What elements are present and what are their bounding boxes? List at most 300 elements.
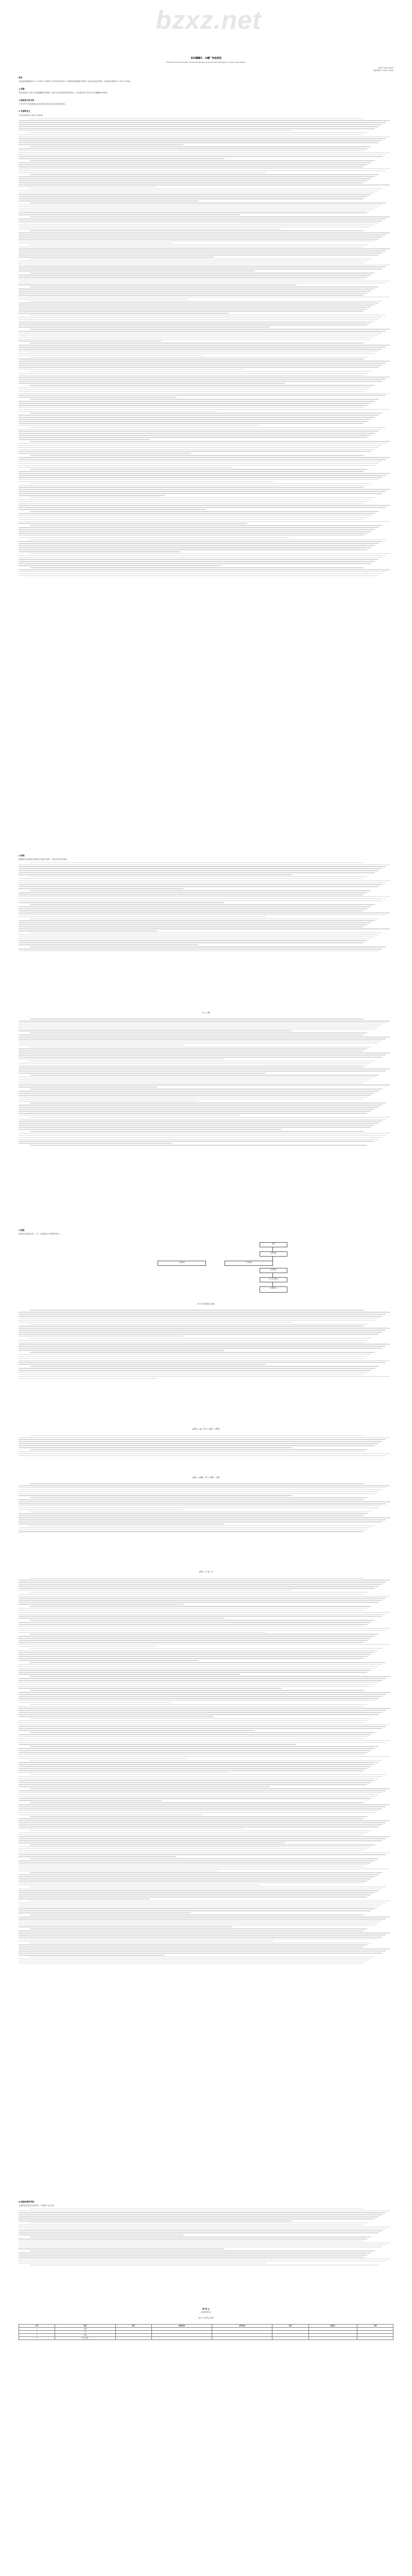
- text-line: [19, 319, 379, 320]
- formula-2: ρ(θ) = ρ₀ / [1 + γ(θ − 20)]: [192, 1428, 220, 1431]
- text-line: [19, 942, 364, 943]
- text-line: [19, 473, 390, 474]
- text-line: [19, 297, 390, 298]
- text-line: [19, 1048, 367, 1049]
- text-line: [19, 1670, 371, 1671]
- text-line: [19, 284, 296, 285]
- text-line: [19, 1730, 255, 1731]
- text-line: [19, 453, 191, 454]
- figure-caption: 图 1 检验流程示意图: [197, 1302, 215, 1305]
- text-line: [19, 1944, 367, 1945]
- text-line: [30, 1019, 364, 1020]
- text-line: [19, 435, 371, 436]
- text-line: [19, 513, 375, 514]
- text-line: [30, 1131, 364, 1132]
- text-line: [19, 1594, 364, 1595]
- text-line: [19, 874, 292, 875]
- text-line: [19, 299, 187, 300]
- text-line: [19, 317, 382, 318]
- text-line: [19, 515, 371, 516]
- text-line: [19, 1079, 371, 1080]
- table-header-cell: 检验员: [308, 2324, 357, 2327]
- text-line: [30, 2209, 364, 2210]
- text-line: [19, 1029, 375, 1030]
- text-line: [19, 1664, 382, 1665]
- text-line: [19, 234, 386, 235]
- table-header-cell: 日期: [357, 2324, 393, 2327]
- text-line: [19, 1818, 364, 1819]
- text-line: [19, 1139, 379, 1140]
- text-line: [19, 309, 367, 310]
- text-line: [19, 1495, 292, 1496]
- text-line: [19, 1921, 382, 1922]
- text-line: [19, 171, 386, 172]
- text-line: [30, 2236, 371, 2238]
- section-heading: 前言: [19, 76, 23, 79]
- text-line: [19, 241, 375, 242]
- text-line: [19, 307, 371, 308]
- table-cell: [357, 2336, 393, 2340]
- text-line: [19, 2239, 367, 2240]
- text-line: [19, 561, 375, 562]
- text-line: [19, 1485, 390, 1486]
- diagram-connector: [272, 1247, 273, 1251]
- text-line: [30, 1047, 371, 1048]
- text-line: [19, 1077, 375, 1078]
- text-line: [19, 1654, 371, 1655]
- text-line: [19, 519, 364, 520]
- text-line: [19, 545, 375, 546]
- text-line: [19, 449, 375, 450]
- text-line: [30, 904, 375, 905]
- text-line: [19, 477, 382, 478]
- text-line: [19, 1860, 375, 1861]
- text-line: [19, 1376, 390, 1377]
- text-line: [19, 1854, 386, 1855]
- table-cell: 尺寸: [55, 2330, 115, 2333]
- text-line: [19, 1318, 379, 1319]
- text-line: [19, 1378, 157, 1379]
- text-line: [19, 250, 386, 251]
- text-line: [19, 1790, 386, 1791]
- table-cell: 1: [19, 2327, 55, 2330]
- text-line: [19, 1696, 382, 1697]
- standard-number: SN/T 1002-2001: [378, 67, 393, 69]
- text-line: [19, 377, 390, 378]
- text-line: [19, 1137, 382, 1138]
- text-line: [19, 1494, 375, 1495]
- text-line: [19, 1768, 367, 1769]
- diagram-box-prep: 试样制备: [260, 1251, 287, 1257]
- document-body: [19, 49, 393, 2345]
- text-line: [19, 914, 386, 916]
- text-line: [19, 930, 157, 931]
- text-line: [19, 1702, 172, 1703]
- text-line: [19, 311, 364, 312]
- text-line: [30, 1075, 379, 1076]
- text-line: [19, 369, 244, 370]
- watermark-logo: bzxz.net: [156, 6, 262, 35]
- text-line: [19, 944, 198, 945]
- text-line: [19, 191, 379, 192]
- section-5: [19, 1229, 393, 1236]
- text-line: [19, 1521, 382, 1522]
- text-line: [19, 1722, 364, 1723]
- text-line: [19, 1810, 379, 1811]
- text-line: [19, 1668, 375, 1669]
- text-line: [19, 1135, 386, 1136]
- text-line: [19, 295, 364, 296]
- text-line: [19, 1672, 367, 1673]
- text-line: [19, 1065, 367, 1066]
- text-line: [30, 259, 371, 260]
- text-line: [19, 1941, 273, 1942]
- text-line: [19, 1608, 367, 1609]
- text-line: [19, 1628, 390, 1629]
- table-cell: 密度: [55, 2333, 115, 2336]
- text-line: [19, 120, 390, 121]
- text-line: [19, 1833, 367, 1834]
- text-line: [19, 2225, 364, 2226]
- table-cell: [308, 2336, 357, 2340]
- text-line: [30, 1732, 375, 1733]
- text-line: [19, 363, 386, 364]
- text-line: [19, 1652, 375, 1653]
- text-line: [19, 926, 364, 927]
- text-line: [19, 373, 367, 374]
- text-line: [30, 427, 386, 428]
- text-line: [19, 1101, 198, 1102]
- text-line: [19, 1878, 371, 1879]
- text-line: [19, 1871, 217, 1872]
- text-line: [19, 1824, 382, 1825]
- text-line: [30, 497, 375, 498]
- text-line: [19, 1099, 364, 1100]
- text-line: [19, 1923, 379, 1924]
- text-line: [19, 1636, 375, 1637]
- text-line: [19, 1963, 364, 1964]
- text-line: [30, 483, 371, 484]
- text-line: [19, 1362, 386, 1363]
- text-line: [19, 1742, 386, 1743]
- text-line: [30, 1324, 367, 1325]
- text-line: [30, 1512, 371, 1513]
- text-line: [19, 1720, 367, 1721]
- text-line: [19, 521, 390, 522]
- text-line: [19, 1842, 285, 1843]
- text-line: [19, 158, 225, 159]
- text-line: [19, 1865, 367, 1866]
- text-line: [19, 948, 382, 950]
- diagram-box-appearance: 外观检验: [158, 1261, 206, 1266]
- text-line: [19, 537, 288, 538]
- text-line: [19, 1780, 375, 1781]
- text-line: [19, 1618, 225, 1619]
- text-line: [19, 868, 382, 869]
- text-line: [30, 174, 379, 175]
- text-line: [30, 1338, 371, 1339]
- text-line: [19, 212, 367, 213]
- text-line: [19, 1682, 379, 1683]
- text-line: [30, 1901, 390, 1902]
- text-line: [19, 922, 371, 923]
- section-1: [19, 88, 393, 95]
- text-line: [30, 1145, 367, 1146]
- section-text: 检验项目包括外观、尺寸、密度及压力密度等项目。: [19, 1233, 61, 1235]
- text-line: [19, 872, 375, 873]
- text-line: [19, 1905, 382, 1906]
- text-line: [19, 892, 367, 893]
- text-line: [19, 1021, 390, 1022]
- text-line: [19, 397, 176, 398]
- text-line: [19, 459, 386, 460]
- text-line: [19, 1937, 382, 1938]
- text-line: [19, 261, 367, 262]
- text-line: [19, 1716, 214, 1717]
- text-line: [19, 225, 375, 226]
- text-line: [19, 162, 371, 163]
- text-line: [30, 1578, 364, 1579]
- text-line: [19, 1107, 379, 1108]
- text-line: [30, 357, 367, 358]
- text-line: [30, 1704, 367, 1705]
- text-line: [19, 419, 371, 420]
- diagram-box-size: 尺寸测量: [225, 1261, 273, 1266]
- text-line: [30, 1620, 375, 1621]
- text-line: [19, 865, 390, 866]
- text-line: [19, 1951, 386, 1952]
- section-heading: 3 术语和定义: [19, 110, 30, 113]
- text-line: [30, 230, 364, 231]
- text-line: [19, 2255, 367, 2256]
- text-line: [19, 485, 367, 486]
- text-line: [19, 1364, 266, 1365]
- text-line: [19, 1961, 367, 1962]
- text-line: [19, 1912, 191, 1913]
- text-line: [19, 144, 183, 145]
- text-line: [19, 1948, 390, 1950]
- text-line: [19, 1694, 386, 1695]
- text-line: [19, 1604, 183, 1605]
- section-heading: 6 检验结果的判定: [19, 2200, 35, 2203]
- text-line: [19, 1354, 371, 1355]
- text-line: [19, 1846, 371, 1848]
- text-line: [19, 433, 375, 434]
- text-line: [19, 1812, 375, 1814]
- text-line: [19, 365, 382, 366]
- text-line: [19, 1674, 240, 1675]
- text-line: [19, 2230, 382, 2231]
- text-line: [19, 928, 390, 929]
- text-line: [19, 173, 266, 174]
- text-line: [19, 557, 382, 558]
- table-cell: [151, 2336, 212, 2340]
- text-line: [19, 951, 379, 952]
- text-line: [30, 1648, 382, 1649]
- text-line: [19, 200, 198, 201]
- text-line: [19, 214, 240, 215]
- text-line: [19, 880, 390, 882]
- text-line: [19, 1489, 382, 1490]
- text-line: [30, 469, 367, 470]
- text-line: [19, 134, 364, 135]
- text-line: [19, 489, 390, 490]
- text-line: [19, 475, 386, 476]
- text-line: [19, 198, 364, 199]
- text-line: [19, 1083, 364, 1084]
- text-line: [19, 2263, 266, 2264]
- text-line: [19, 207, 379, 208]
- text-line: [19, 1125, 375, 1126]
- text-line: [30, 1662, 386, 1663]
- text-line: [19, 417, 375, 418]
- text-line: [19, 263, 364, 264]
- text-line: [19, 1023, 386, 1024]
- text-line: [19, 901, 382, 902]
- text-line: [19, 1610, 364, 1611]
- text-line: [19, 1838, 386, 1839]
- text-line: [19, 571, 386, 572]
- text-line: [19, 2259, 390, 2260]
- text-line: [19, 1600, 382, 1601]
- text-line: [19, 1835, 364, 1836]
- text-line: [19, 1041, 382, 1042]
- text-line: [19, 451, 371, 452]
- text-line: [19, 193, 375, 194]
- text-line: [19, 1336, 183, 1337]
- text-line: [19, 359, 364, 360]
- text-line: [19, 142, 379, 143]
- text-line: [19, 393, 390, 394]
- text-line: [19, 924, 367, 925]
- text-line: [19, 457, 390, 458]
- text-line: [19, 495, 165, 496]
- text-line: [19, 1073, 266, 1074]
- text-line: [19, 1109, 375, 1110]
- text-line: [19, 277, 367, 278]
- text-line: [30, 1690, 364, 1691]
- text-line: [19, 232, 390, 233]
- text-line: [19, 1926, 232, 1927]
- text-line: [19, 1499, 364, 1500]
- text-line: [19, 1890, 379, 1891]
- text-line: [19, 1105, 382, 1106]
- text-line: [19, 1724, 390, 1725]
- text-line: [19, 1762, 379, 1763]
- text-line: [19, 138, 386, 139]
- text-line: [19, 507, 386, 508]
- text-line: [19, 1946, 364, 1947]
- text-line: [19, 275, 371, 276]
- text-line: [19, 255, 379, 256]
- text-line: [19, 1503, 386, 1504]
- text-line: [19, 1867, 364, 1868]
- table-cell: 压力密度: [55, 2336, 115, 2340]
- text-line: [19, 389, 367, 390]
- text-line: [19, 1445, 375, 1446]
- text-line: [19, 381, 382, 382]
- text-line: [19, 1896, 367, 1897]
- text-line: [19, 543, 379, 544]
- text-line: [19, 1874, 379, 1875]
- text-line: [19, 196, 367, 197]
- text-line: [19, 1686, 371, 1687]
- text-line: [19, 1487, 386, 1488]
- text-line: [19, 1764, 375, 1765]
- text-line: [30, 1526, 375, 1527]
- text-line: [19, 1644, 390, 1645]
- text-line: [19, 2261, 386, 2262]
- text-line: [19, 421, 367, 422]
- text-line: [19, 1815, 202, 1816]
- text-line: [19, 1528, 371, 1529]
- text-line: [19, 1959, 371, 1960]
- text-line: [19, 878, 364, 879]
- text-line: [19, 1822, 386, 1823]
- text-line: [30, 343, 364, 344]
- text-line: [19, 1370, 371, 1371]
- text-line: [30, 1032, 367, 1033]
- text-line: [30, 301, 382, 302]
- text-line: [19, 1143, 172, 1144]
- text-line: [19, 1728, 382, 1729]
- text-line: [30, 1928, 367, 1929]
- text-line: [19, 888, 183, 889]
- text-line: [19, 252, 382, 253]
- body-text-block-7: [19, 1578, 393, 2196]
- text-line: [19, 1892, 375, 1893]
- text-line: [19, 461, 382, 462]
- text-line: [19, 1930, 364, 1931]
- text-line: [19, 1447, 292, 1448]
- text-line: [19, 1616, 382, 1617]
- text-line: [19, 164, 367, 165]
- section-heading: 5 检验: [19, 1229, 25, 1232]
- text-line: [30, 385, 375, 386]
- text-line: [19, 1889, 382, 1890]
- text-line: [19, 1111, 371, 1112]
- text-line: [19, 906, 371, 907]
- text-line: [19, 1919, 386, 1920]
- text-line: [19, 2257, 364, 2258]
- text-line: [19, 152, 390, 154]
- text-line: [19, 2212, 386, 2213]
- text-line: [19, 1519, 386, 1520]
- text-line: [19, 1095, 371, 1096]
- text-line: [19, 1081, 367, 1082]
- inspection-record-table: [19, 2324, 393, 2340]
- document-title-en: Rules for the inspection of special density and pressure density for import and export: [166, 61, 246, 63]
- text-line: [19, 1899, 150, 1900]
- text-line: [30, 1816, 367, 1817]
- text-line: [19, 1806, 386, 1807]
- text-line: [19, 1530, 367, 1531]
- text-line: [19, 2247, 382, 2248]
- text-line: [19, 391, 364, 392]
- text-line: [19, 1903, 386, 1904]
- text-line: [19, 1748, 375, 1749]
- text-line: [19, 1069, 390, 1070]
- text-line: [19, 437, 367, 438]
- text-line: [19, 1027, 379, 1028]
- text-line: [19, 573, 382, 574]
- table-cell: 4: [19, 2336, 55, 2340]
- text-line: [19, 1869, 390, 1870]
- table-header-cell: 要求: [115, 2324, 151, 2327]
- text-line: [30, 146, 371, 147]
- text-line: [19, 503, 364, 504]
- text-line: [19, 547, 371, 548]
